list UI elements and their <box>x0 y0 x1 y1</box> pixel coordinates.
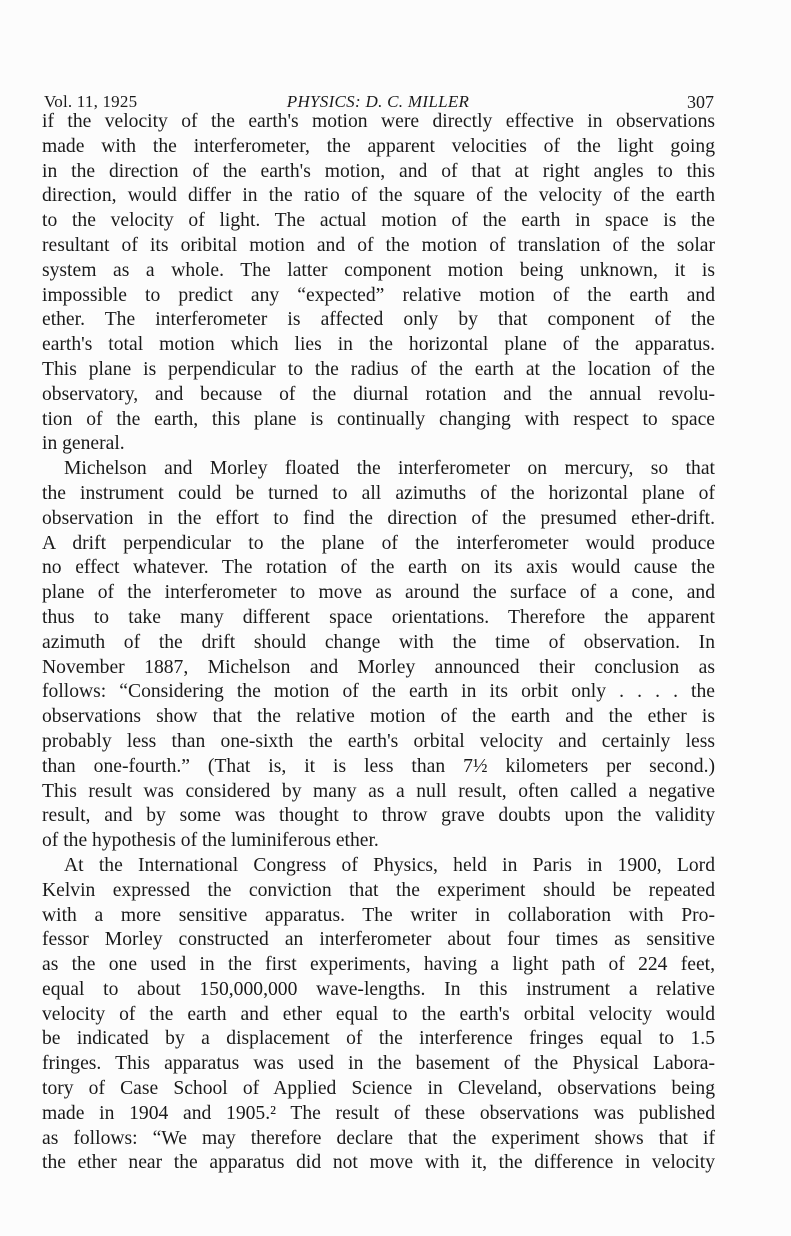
text-line: azimuth of the drift should change with the time of observation. In <box>42 631 715 653</box>
text-line: result, and by some was thought to throw grave doubts upon the validity <box>42 805 715 827</box>
text-line: in general. <box>42 433 125 455</box>
text-line: as follows: “We may therefore declare that the experiment shows that if <box>42 1127 715 1149</box>
text-line: A drift perpendicular to the plane of the interferometer would produce <box>42 532 715 554</box>
text-line: with a more sensitive apparatus. The writer in collaboration with Pro- <box>42 904 715 926</box>
volume-info: Vol. 11, 1925 <box>44 92 138 111</box>
text-line: than one-fourth.” (That is, it is less than 7½ kilometers per second.) <box>42 755 715 777</box>
text-line: no effect whatever. The rotation of the earth on its axis would cause the <box>42 557 715 579</box>
text-line: if the velocity of the earth's motion were directly effective in observations <box>42 111 715 132</box>
text-line: tory of Case School of Applied Science in Cleveland, observations being <box>42 1078 715 1100</box>
text-line: the instrument could be turned to all azimuths of the horizontal plane of <box>42 482 715 504</box>
text-line: observatory, and because of the diurnal rotation and the annual revolu- <box>42 383 715 405</box>
text-line: ether. The interferometer is affected only by that component of the <box>42 309 715 331</box>
text-line: thus to take many different space orientations. Therefore the apparent <box>42 606 715 628</box>
text-line: observations show that the relative motion of the earth and the ether is <box>42 706 715 728</box>
body-text <box>42 110 715 1176</box>
text-line: tion of the earth, this plane is continually changing with respect to space <box>42 408 715 430</box>
text-line: of the hypothesis of the luminiferous ether. <box>42 830 379 852</box>
text-line: probably less than one-sixth the earth's orbital velocity and certainly less <box>42 730 715 752</box>
text-line: made with the interferometer, the apparent velocities of the light going <box>42 135 715 157</box>
page-number: 307 <box>687 92 714 112</box>
text-line: follows: “Considering the motion of the earth in its orbit only . . . . the <box>42 681 715 703</box>
text-line: Kelvin expressed the conviction that the experiment should be repeated <box>42 879 715 901</box>
text-line: system as a whole. The latter component motion being unknown, it is <box>42 259 715 281</box>
text-line: November 1887, Michelson and Morley announced their conclusion as <box>42 656 715 678</box>
text-line: be indicated by a displacement of the interference fringes equal to 1.5 <box>42 1028 715 1050</box>
text-line: as the one used in the first experiments, having a light path of 224 feet, <box>42 954 715 976</box>
text-line: fringes. This apparatus was used in the basement of the Physical Labora- <box>42 1053 715 1075</box>
text-line: direction, would differ in the ratio of the square of the velocity of the earth <box>42 185 715 207</box>
text-line: to the velocity of light. The actual motion of the earth in space is the <box>42 210 715 232</box>
text-line: This result was considered by many as a null result, often called a negative <box>42 780 715 802</box>
text-line: the ether near the apparatus did not move with it, the difference in velocity <box>42 1152 715 1174</box>
text-line: At the International Congress of Physics, held in Paris in 1900, Lord <box>64 854 715 876</box>
text-line: Michelson and Morley floated the interferometer on mercury, so that <box>64 458 715 480</box>
text-line: impossible to predict any “expected” relative motion of the earth and <box>42 284 715 306</box>
text-line: plane of the interferometer to move as around the surface of a cone, and <box>42 582 715 604</box>
text-line: velocity of the earth and ether equal to the earth's orbital velocity would <box>42 1003 715 1025</box>
text-line: made in 1904 and 1905.² The result of these observations was published <box>42 1102 715 1124</box>
text-line: in the direction of the earth's motion, and of that at right angles to this <box>42 160 715 182</box>
running-title: PHYSICS: D. C. MILLER <box>286 92 470 111</box>
text-line: resultant of its oribital motion and of the motion of translation of the solar <box>42 234 715 256</box>
text-line: observation in the effort to find the direction of the presumed ether-drift. <box>42 507 715 529</box>
text-line: This plane is perpendicular to the radius of the earth at the location of the <box>42 358 715 380</box>
text-line: fessor Morley constructed an interferometer about four times as sensitive <box>42 929 715 951</box>
text-line: earth's total motion which lies in the horizontal plane of the apparatus. <box>42 334 715 356</box>
text-line: equal to about 150,000,000 wave-lengths. In this instrument a relative <box>42 978 715 1000</box>
